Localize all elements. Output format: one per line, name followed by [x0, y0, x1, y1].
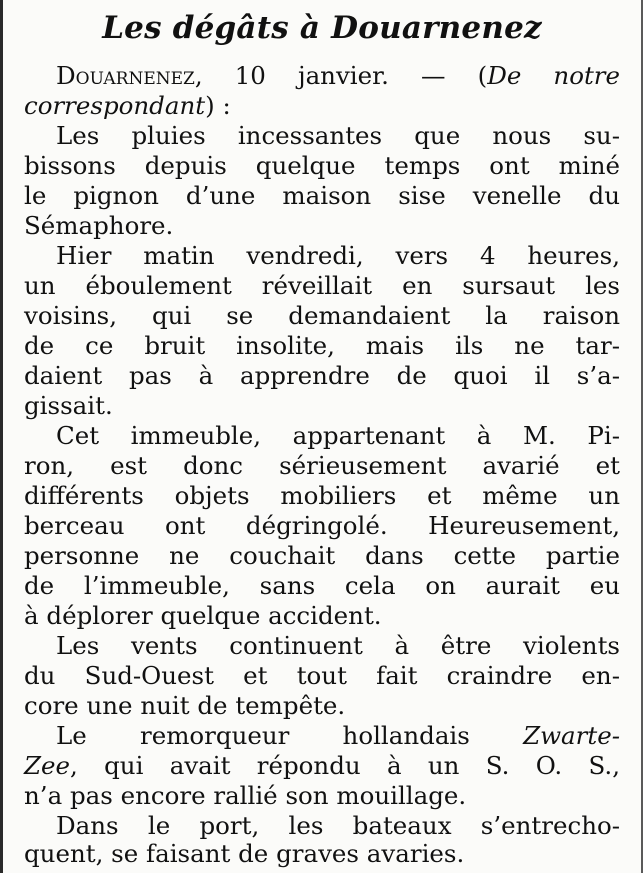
paragraph-line: daient pas à apprendre de quoi il s’a-	[24, 361, 620, 390]
paragraph-line: un éboulement réveillait en sursaut les	[24, 271, 620, 300]
ship-name: Zwarte-	[523, 721, 620, 750]
article-title: Les dégâts à Douarnenez	[102, 10, 542, 46]
paragraph-line: différents objets mobiliers et même un	[24, 481, 620, 510]
dateline-cont	[24, 92, 620, 120]
paragraph-line: quent, se faisant de graves avaries.	[24, 839, 465, 868]
paragraph-line: le pignon d’une maison sise venelle du	[24, 181, 620, 210]
paragraph-line: Les vents continuent à être violents	[56, 631, 620, 660]
dateline-place: Douarnenez	[56, 61, 195, 90]
paragraph-line: de l’immeuble, sans cela on aurait eu	[24, 571, 620, 600]
paragraph-line: ron, est donc sérieusement avarié et	[24, 451, 620, 480]
dateline-source-cont: correspondant	[24, 91, 206, 120]
dateline-end: ) :	[205, 91, 231, 120]
paragraph-line: core une nuit de tempête.	[24, 691, 346, 720]
paragraph-line: du Sud-Ouest et tout fait craindre en-	[24, 661, 620, 690]
dateline-date: , 10 janvier. — (	[194, 61, 488, 90]
paragraph-line: Dans le port, les bateaux s’entrecho-	[56, 811, 620, 840]
paragraph-line: voisins, qui se demandaient la raison	[24, 301, 620, 330]
paragraph-line: personne ne couchait dans cette partie	[24, 541, 620, 570]
paragraph-line: à déplorer quelque accident.	[24, 601, 382, 630]
paragraph-text: Le remorqueur hollandais	[56, 721, 524, 750]
paragraph-line: Les pluies incessantes que nous su-	[56, 121, 620, 150]
paragraph-line: Hier matin vendredi, vers 4 heures,	[56, 241, 620, 270]
paragraph-line: berceau ont dégringolé. Heureusement,	[24, 511, 620, 540]
dateline	[56, 62, 620, 90]
paragraph-line: Cet immeuble, appartenant à M. Pi-	[56, 421, 620, 450]
paragraph-line: bissons depuis quelque temps ont miné	[24, 151, 620, 180]
paragraph-line	[56, 722, 620, 750]
paragraph-line: gissait.	[24, 391, 113, 420]
ship-name-cont: Zee	[24, 751, 71, 780]
dateline-source: De notre	[487, 61, 621, 90]
paragraph-line: Sémaphore.	[24, 211, 174, 240]
paragraph-text: , qui avait répondu à un S. O. S.,	[70, 751, 620, 780]
paragraph-line: de ce bruit insolite, mais ils ne tar-	[24, 331, 620, 360]
paragraph-line: n’a pas encore rallié son mouillage.	[24, 781, 467, 810]
paragraph-line	[24, 752, 620, 780]
